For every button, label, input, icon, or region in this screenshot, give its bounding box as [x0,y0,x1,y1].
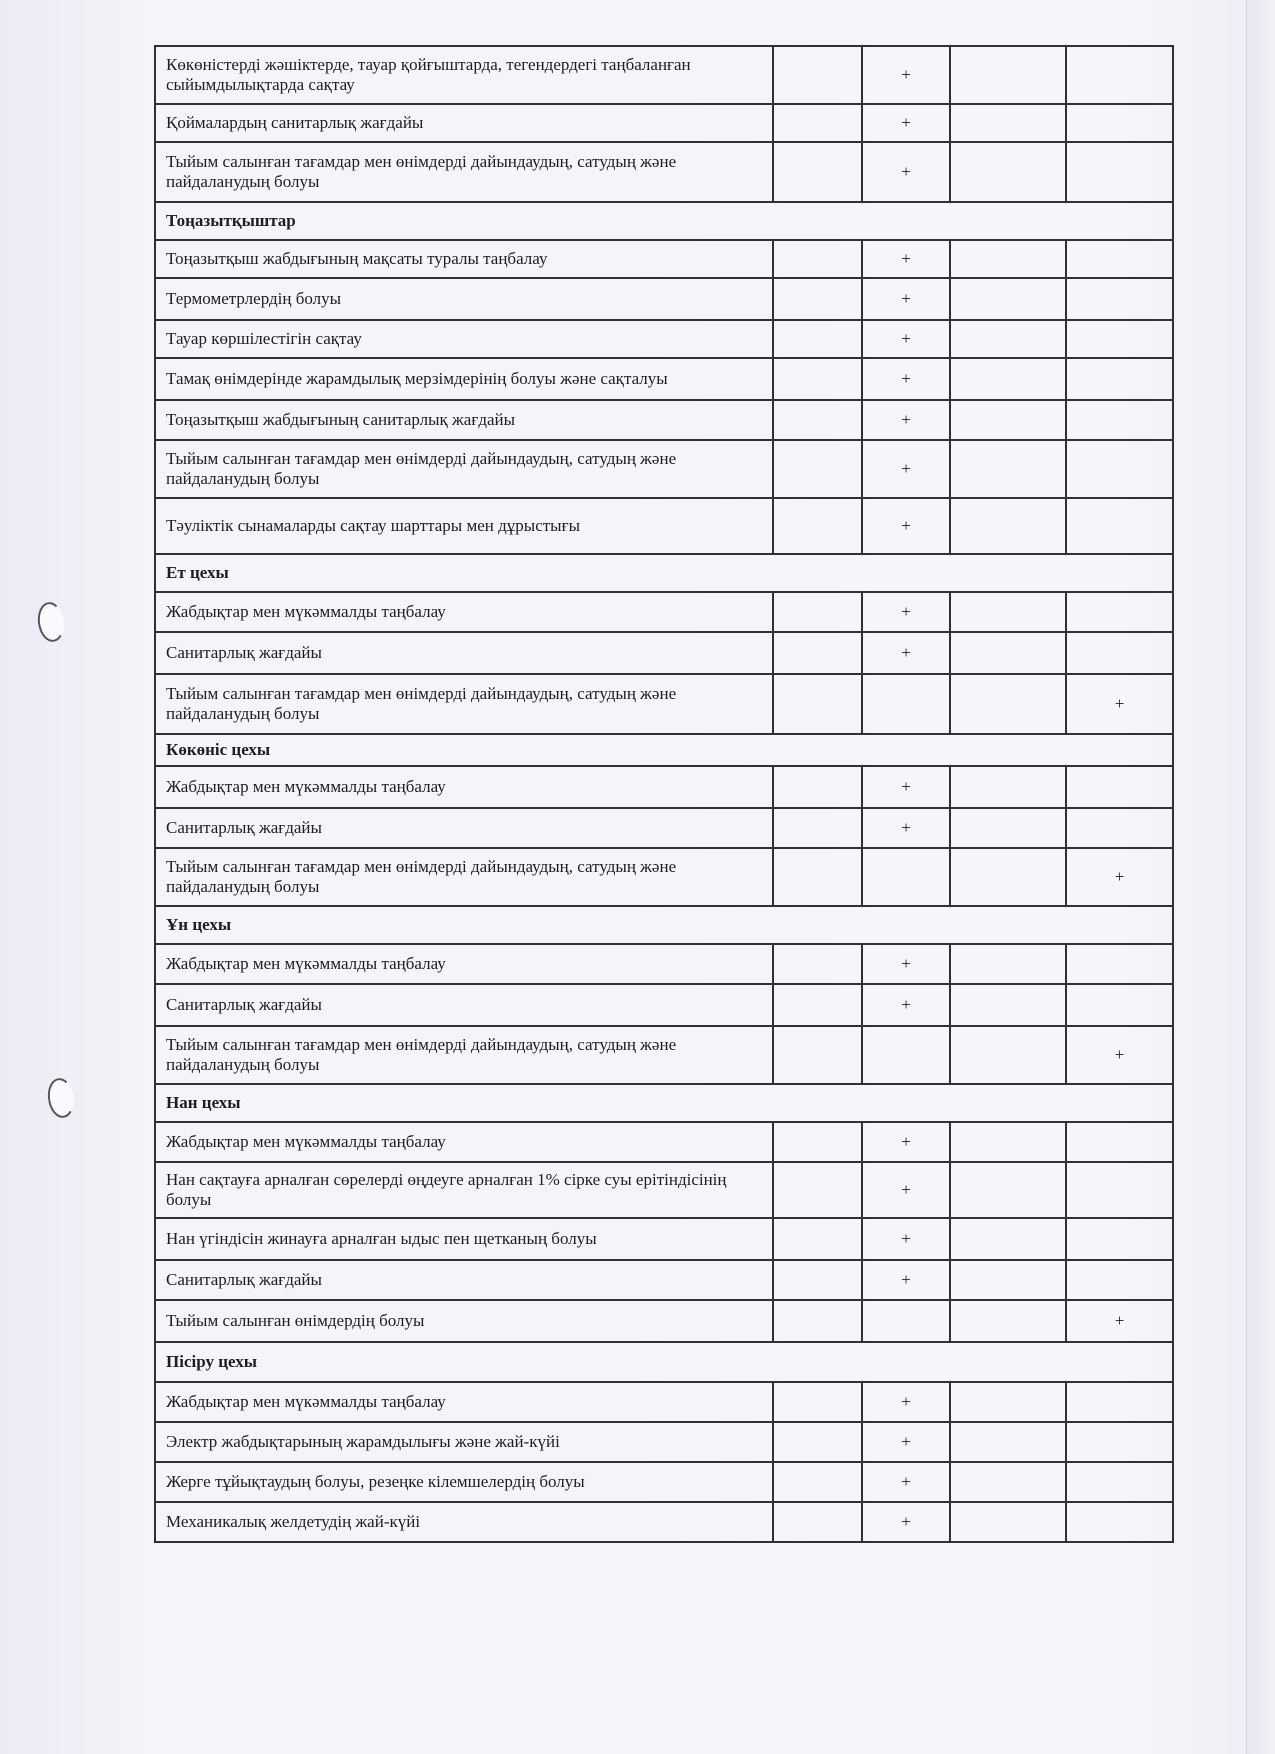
empty-cell [773,320,862,358]
checklist-row [155,278,1173,320]
empty-cell [950,674,1066,734]
check-mark: + [862,358,950,400]
checklist-row [155,1260,1173,1300]
checklist-row [155,1300,1173,1342]
criterion-text: Тыйым салынған тағамдар мен өнімдерді дайындаудың, сатудың және пайдаланудың болуы [155,848,773,906]
empty-cell [1066,1122,1173,1162]
empty-cell [950,358,1066,400]
criterion-text: Санитарлық жағдайы [155,808,773,848]
empty-cell [1066,400,1173,440]
empty-cell [950,142,1066,202]
criterion-text: Жерге тұйықтаудың болуы, резеңке кілемшелердің болуы [155,1462,773,1502]
empty-cell [773,1462,862,1502]
empty-cell [1066,358,1173,400]
empty-cell [950,1218,1066,1260]
section-row [155,202,1173,240]
criterion-text: Механикалық желдетудің жай-күйі [155,1502,773,1542]
empty-cell [1066,1260,1173,1300]
empty-cell [773,1422,862,1462]
criterion-text: Тыйым салынған өнімдердің болуы [155,1300,773,1342]
empty-cell [950,808,1066,848]
check-mark: + [862,592,950,632]
empty-cell [1066,592,1173,632]
checklist-row [155,1026,1173,1084]
empty-cell [950,592,1066,632]
empty-cell [773,1218,862,1260]
empty-cell [773,400,862,440]
empty-cell [1066,1218,1173,1260]
section-title: Тоңазытқыштар [155,202,1173,240]
checklist-row [155,984,1173,1026]
criterion-text: Қоймалардың санитарлық жағдайы [155,104,773,142]
empty-cell [950,632,1066,674]
criterion-text: Нан сақтауға арналған сөрелерді өңдеуге арналған 1% сірке суы ерітіндісінің болуы [155,1162,773,1218]
empty-cell [862,1300,950,1342]
check-mark: + [862,1462,950,1502]
section-row [155,734,1173,766]
criterion-text: Жабдықтар мен мүкәммалды таңбалау [155,766,773,808]
section-title: Ұн цехы [155,906,1173,944]
checklist-row [155,674,1173,734]
criterion-text: Тәуліктік сынамаларды сақтау шарттары мен дұрыстығы [155,498,773,554]
empty-cell [950,1026,1066,1084]
empty-cell [1066,1422,1173,1462]
section-title: Көкөніс цехы [155,734,1173,766]
empty-cell [1066,46,1173,104]
check-mark: + [862,440,950,498]
check-mark: + [862,1122,950,1162]
empty-cell [950,848,1066,906]
criterion-text: Тоңазытқыш жабдығының санитарлық жағдайы [155,400,773,440]
empty-cell [773,632,862,674]
checklist-row [155,498,1173,554]
criterion-text: Санитарлық жағдайы [155,984,773,1026]
empty-cell [950,320,1066,358]
empty-cell [773,1026,862,1084]
empty-cell [950,1162,1066,1218]
check-mark: + [862,240,950,278]
check-mark: + [1066,1300,1173,1342]
empty-cell [950,498,1066,554]
checklist-row [155,808,1173,848]
checklist-row [155,1422,1173,1462]
empty-cell [1066,632,1173,674]
empty-cell [773,104,862,142]
criterion-text: Санитарлық жағдайы [155,1260,773,1300]
empty-cell [950,1300,1066,1342]
checklist-row [155,104,1173,142]
page-edge [1246,0,1275,1754]
empty-cell [1066,440,1173,498]
empty-cell [1066,320,1173,358]
check-mark: + [1066,1026,1173,1084]
empty-cell [950,1502,1066,1542]
empty-cell [773,944,862,984]
section-row [155,1084,1173,1122]
empty-cell [773,674,862,734]
empty-cell [950,240,1066,278]
empty-cell [950,46,1066,104]
empty-cell [950,1260,1066,1300]
criterion-text: Тауар көршілестігін сақтау [155,320,773,358]
empty-cell [1066,1162,1173,1218]
checklist-row [155,1162,1173,1218]
empty-cell [773,358,862,400]
checklist-row [155,632,1173,674]
checklist-row [155,320,1173,358]
empty-cell [950,278,1066,320]
empty-cell [773,278,862,320]
checklist-row [155,592,1173,632]
empty-cell [1066,984,1173,1026]
empty-cell [773,440,862,498]
empty-cell [1066,104,1173,142]
punch-hole [45,1076,76,1119]
empty-cell [773,46,862,104]
checklist-row [155,1462,1173,1502]
check-mark: + [862,984,950,1026]
criterion-text: Жабдықтар мен мүкәммалды таңбалау [155,1122,773,1162]
empty-cell [1066,240,1173,278]
criterion-text: Тыйым салынған тағамдар мен өнімдерді дайындаудың, сатудың және пайдаланудың болуы [155,142,773,202]
check-mark: + [862,1218,950,1260]
empty-cell [1066,498,1173,554]
check-mark: + [862,278,950,320]
empty-cell [950,984,1066,1026]
empty-cell [773,592,862,632]
check-mark: + [862,1502,950,1542]
checklist-table [154,45,1174,1543]
check-mark: + [862,46,950,104]
criterion-text: Көкөністерді жәшіктерде, тауар қойғыштарда, тегендердегі таңбаланған сыйымдылықтарда сақтау [155,46,773,104]
empty-cell [773,766,862,808]
checklist-row [155,1382,1173,1422]
empty-cell [1066,944,1173,984]
empty-cell [773,1162,862,1218]
empty-cell [773,498,862,554]
check-mark: + [862,498,950,554]
checklist-row [155,358,1173,400]
empty-cell [773,1260,862,1300]
section-row [155,906,1173,944]
empty-cell [773,984,862,1026]
criterion-text: Тыйым салынған тағамдар мен өнімдерді дайындаудың, сатудың және пайдаланудың болуы [155,674,773,734]
check-mark: + [1066,848,1173,906]
criterion-text: Термометрлердің болуы [155,278,773,320]
empty-cell [773,1300,862,1342]
checklist-row [155,766,1173,808]
checklist-row [155,46,1173,104]
empty-cell [862,848,950,906]
empty-cell [773,1502,862,1542]
criterion-text: Жабдықтар мен мүкәммалды таңбалау [155,592,773,632]
empty-cell [950,104,1066,142]
section-title: Пісіру цехы [155,1342,1173,1382]
empty-cell [773,142,862,202]
empty-cell [1066,1502,1173,1542]
empty-cell [862,1026,950,1084]
checklist-row [155,440,1173,498]
checklist-row [155,142,1173,202]
empty-cell [773,808,862,848]
check-mark: + [862,1260,950,1300]
section-title: Нан цехы [155,1084,1173,1122]
empty-cell [1066,1382,1173,1422]
check-mark: + [862,1382,950,1422]
check-mark: + [862,104,950,142]
empty-cell [950,440,1066,498]
empty-cell [1066,1462,1173,1502]
checklist-row [155,848,1173,906]
criterion-text: Тамақ өнімдерінде жарамдылық мерзімдерінің болуы және сақталуы [155,358,773,400]
checklist-row [155,1122,1173,1162]
punch-hole [35,600,66,643]
empty-cell [773,1122,862,1162]
check-mark: + [862,944,950,984]
section-row [155,554,1173,592]
check-mark: + [862,632,950,674]
empty-cell [1066,278,1173,320]
checklist-body [155,46,1173,1542]
checklist-row [155,400,1173,440]
criterion-text: Тыйым салынған тағамдар мен өнімдерді дайындаудың, сатудың және пайдаланудың болуы [155,1026,773,1084]
criterion-text: Электр жабдықтарының жарамдылығы және жай-күйі [155,1422,773,1462]
empty-cell [950,766,1066,808]
empty-cell [950,1382,1066,1422]
criterion-text: Нан үгіндісін жинауға арналған ыдыс пен щетканың болуы [155,1218,773,1260]
checklist-row [155,1502,1173,1542]
criterion-text: Жабдықтар мен мүкәммалды таңбалау [155,1382,773,1422]
empty-cell [773,240,862,278]
checklist-row [155,1218,1173,1260]
empty-cell [950,1122,1066,1162]
empty-cell [950,1422,1066,1462]
section-title: Ет цехы [155,554,1173,592]
empty-cell [950,944,1066,984]
criterion-text: Тоңазытқыш жабдығының мақсаты туралы таңбалау [155,240,773,278]
check-mark: + [862,808,950,848]
empty-cell [862,674,950,734]
empty-cell [1066,766,1173,808]
check-mark: + [862,400,950,440]
checklist-row [155,944,1173,984]
checklist-row [155,240,1173,278]
check-mark: + [862,1422,950,1462]
empty-cell [773,1382,862,1422]
criterion-text: Санитарлық жағдайы [155,632,773,674]
empty-cell [1066,808,1173,848]
criterion-text: Жабдықтар мен мүкәммалды таңбалау [155,944,773,984]
check-mark: + [862,1162,950,1218]
section-row [155,1342,1173,1382]
empty-cell [950,1462,1066,1502]
check-mark: + [862,142,950,202]
check-mark: + [1066,674,1173,734]
empty-cell [950,400,1066,440]
check-mark: + [862,320,950,358]
check-mark: + [862,766,950,808]
empty-cell [1066,142,1173,202]
criterion-text: Тыйым салынған тағамдар мен өнімдерді дайындаудың, сатудың және пайдаланудың болуы [155,440,773,498]
empty-cell [773,848,862,906]
